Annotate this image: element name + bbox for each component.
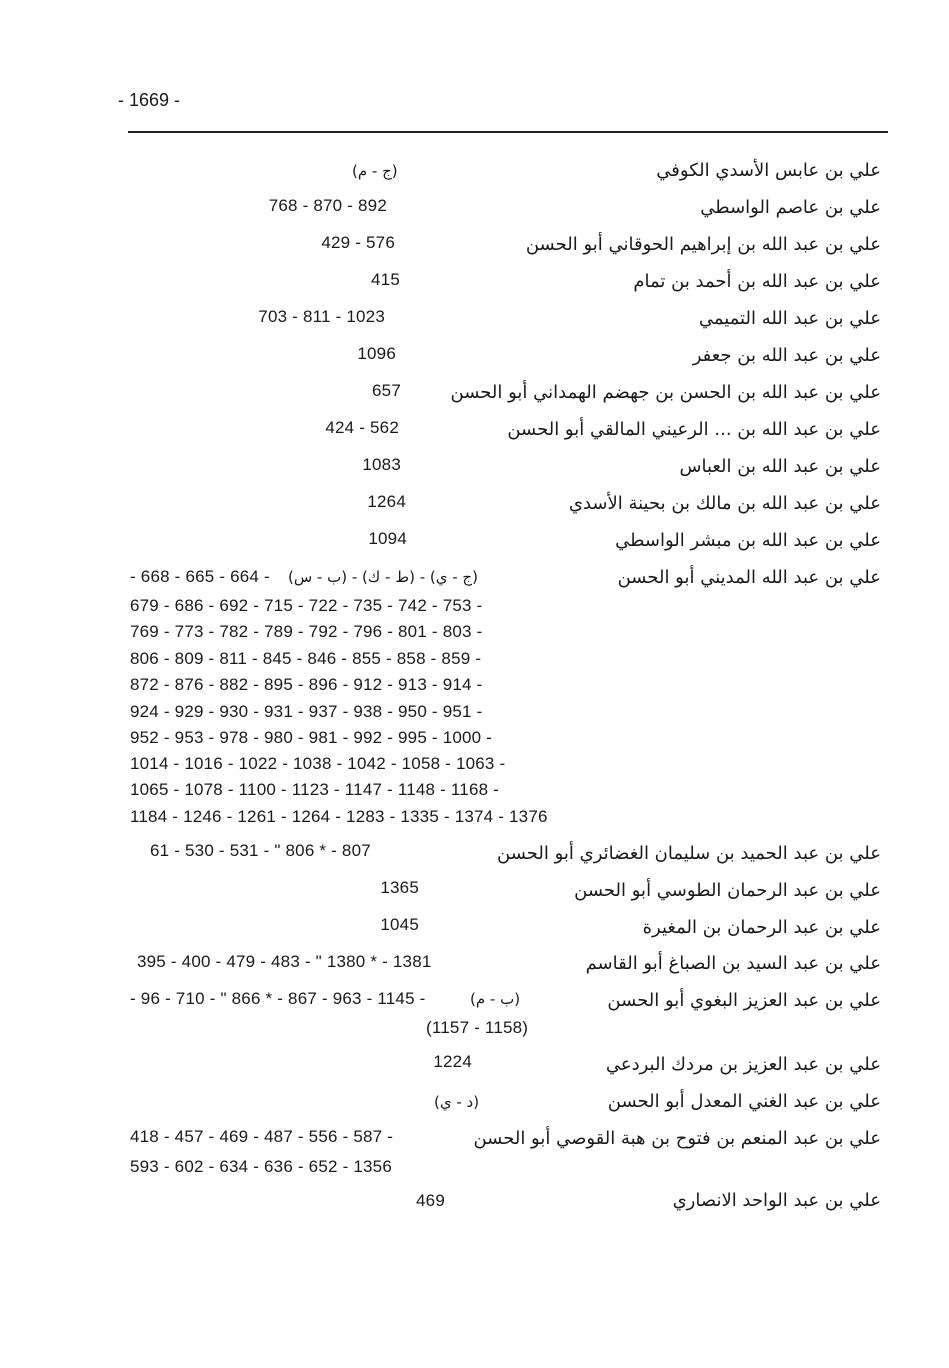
entry-refs: 768 - 870 - 892 xyxy=(268,196,387,215)
refs-line: 806 - 809 - 811 - 845 - 846 - 855 - 858 - 859 - xyxy=(130,649,482,668)
entry-refs: 1045 xyxy=(380,915,419,934)
entry-tag: (ج - ي) - (ط - ك) - (ب - س) xyxy=(288,568,478,586)
entry-refs: 1083 xyxy=(362,455,401,474)
entry-name: علي بن عابس الأسدي الكوفي xyxy=(656,160,881,181)
entry-refs: 418 - 457 - 469 - 487 - 556 - 587 - xyxy=(130,1127,394,1146)
refs-line: 679 - 686 - 692 - 715 - 722 - 735 - 742 - 753 - xyxy=(130,596,483,615)
entry-name: علي بن عبد الله بن إبراهيم الحوقاني أبو الحسن xyxy=(525,234,881,255)
entry-name: علي بن عبد الرحمان الطوسي أبو الحسن xyxy=(574,880,881,901)
entry-name: علي بن عبد الحميد بن سليمان الغضائري أبو الحسن xyxy=(497,843,881,864)
header-rule xyxy=(128,131,888,133)
refs-line: 1184 - 1246 - 1261 - 1264 - 1283 - 1335 - 1374 - 1376 xyxy=(130,807,548,826)
entry-refs: 1094 xyxy=(368,529,407,548)
refs-line: 952 - 953 - 978 - 980 - 981 - 992 - 995 - 1000 - xyxy=(130,728,493,747)
refs-line: 924 - 929 - 930 - 931 - 937 - 938 - 950 - 951 - xyxy=(130,702,483,721)
entry-refs: 1365 xyxy=(380,878,419,897)
entry-name: علي بن عبد الله بن مالك بن بحينة الأسدي xyxy=(568,493,881,514)
entry-name: علي بن عبد الله بن الحسن بن جهضم الهمداني أبو الحسن xyxy=(450,382,881,403)
entry-refs: 469 xyxy=(416,1191,445,1210)
entry-name: علي بن عبد الغني المعدل أبو الحسن xyxy=(607,1091,881,1112)
refs-line: 769 - 773 - 782 - 789 - 792 - 796 - 801 - 803 - xyxy=(130,622,483,641)
entry-refs: 415 xyxy=(371,270,400,289)
entry-name: علي بن عبد الله بن العباس xyxy=(679,456,881,477)
entry-name: علي بن عبد الرحمان بن المغيرة xyxy=(642,917,881,938)
entry-name: علي بن عبد الله المديني أبو الحسن xyxy=(617,567,881,588)
entry-name: علي بن عبد العزيز بن مردك البردعي xyxy=(605,1054,881,1075)
entry-name: علي بن عبد الله بن جعفر xyxy=(692,345,881,366)
entry-name: علي بن عبد الواحد الانصاري xyxy=(672,1190,881,1211)
entry-tag: (د - ي) xyxy=(434,1093,480,1111)
entry-name: علي بن عبد الله بن ... الرعيني المالقي أبو الحسن xyxy=(507,419,881,440)
page-number: - 1669 - xyxy=(118,90,181,110)
entry-name: علي بن عاصم الواسطي xyxy=(700,197,881,218)
entry-refs: 429 - 576 xyxy=(321,233,395,252)
refs-line: 1065 - 1078 - 1100 - 1123 - 1147 - 1148 - 1168 - xyxy=(130,780,500,799)
refs-line: (1157 - 1158) xyxy=(426,1018,529,1037)
entry-refs: 1096 xyxy=(357,344,396,363)
entry-refs: - 668 - 665 - 664 - xyxy=(130,567,270,586)
entry-refs: 657 xyxy=(372,381,401,400)
entry-name: علي بن عبد السيد بن الصباغ أبو القاسم xyxy=(585,953,881,974)
entry-refs: 1264 xyxy=(367,492,406,511)
refs-line: 872 - 876 - 882 - 895 - 896 - 912 - 913 - 914 - xyxy=(130,675,483,694)
entry-refs: 1224 xyxy=(433,1052,472,1071)
entry-refs: 395 - 400 - 479 - 483 - " 1380 * - 1381 xyxy=(137,952,432,971)
entry-refs: 61 - 530 - 531 - " 806 * - 807 xyxy=(150,841,371,860)
entry-name: علي بن عبد العزيز البغوي أبو الحسن xyxy=(607,990,881,1011)
entry-name: علي بن عبد الله بن أحمد بن تمام xyxy=(633,271,881,292)
entry-refs: - 96 - 710 - " 866 * - 867 - 963 - 1145 - xyxy=(130,989,426,1008)
entry-name: علي بن عبد المنعم بن فتوح بن هبة القوصي أبو الحسن xyxy=(473,1128,881,1149)
refs-line: 593 - 602 - 634 - 636 - 652 - 1356 xyxy=(130,1157,392,1176)
entry-refs: 424 - 562 xyxy=(325,418,399,437)
entry-refs: 703 - 811 - 1023 xyxy=(258,307,385,326)
entry-tag: (ب - م) xyxy=(470,990,521,1008)
entry-name: علي بن عبد الله التميمي xyxy=(698,308,881,329)
refs-line: 1014 - 1016 - 1022 - 1038 - 1042 - 1058 - 1063 - xyxy=(130,754,506,773)
entry-name: علي بن عبد الله بن مبشر الواسطي xyxy=(615,530,881,551)
entry-tag: (ج - م) xyxy=(352,162,398,180)
